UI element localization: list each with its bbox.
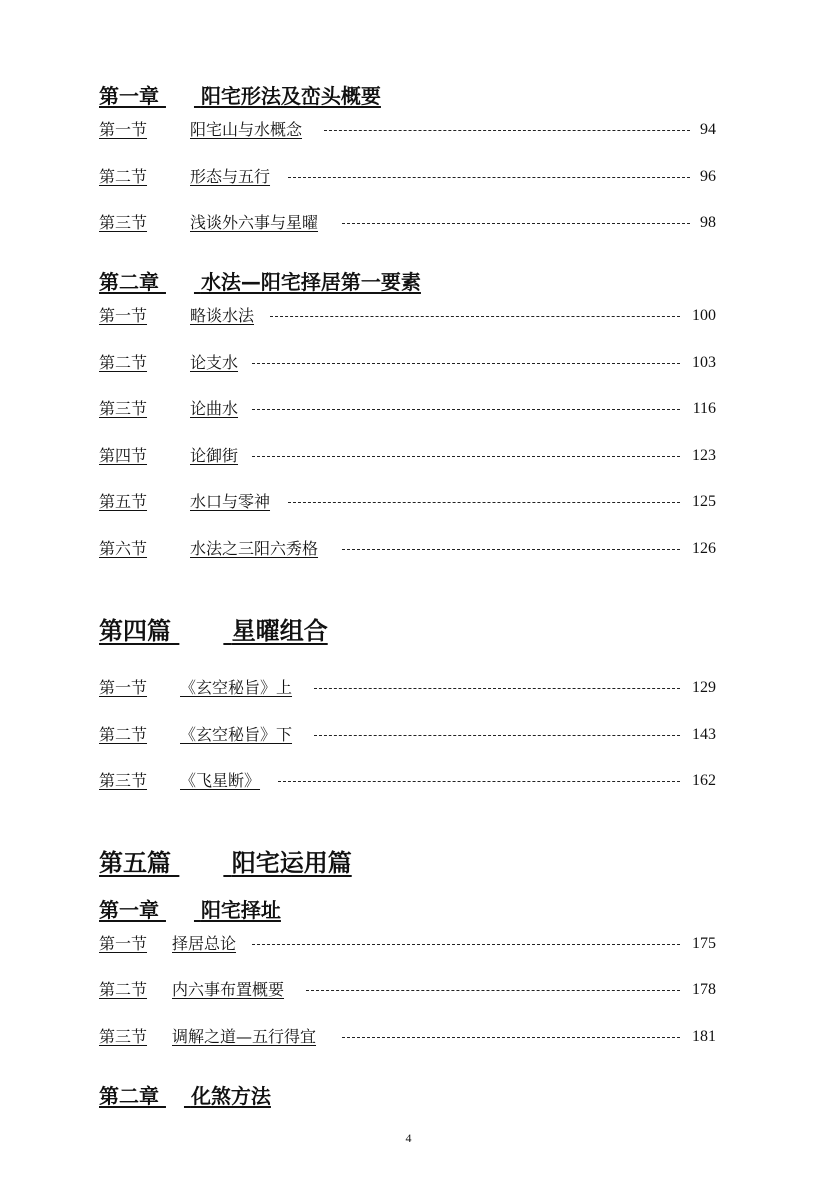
- page-number: 103: [692, 354, 716, 371]
- dot-leader: [324, 130, 690, 131]
- section-title[interactable]: 论御街: [190, 446, 239, 465]
- section-number[interactable]: 第二节: [99, 167, 148, 186]
- dot-leader: [278, 781, 680, 782]
- chapter-heading: [99, 1084, 271, 1108]
- section-number[interactable]: 第一节: [99, 934, 148, 953]
- toc-entry[interactable]: [0, 492, 827, 514]
- dot-leader: [270, 316, 680, 317]
- section-title[interactable]: 水法之三阳六秀格: [190, 539, 319, 558]
- section-title[interactable]: 《玄空秘旨》上: [180, 678, 293, 697]
- page-number: 175: [692, 935, 716, 952]
- section-title[interactable]: 论支水: [190, 353, 239, 372]
- toc-entry[interactable]: [0, 1027, 827, 1049]
- toc-entry[interactable]: [0, 213, 827, 235]
- section-title[interactable]: 内六事布置概要: [172, 980, 285, 999]
- page-number: 162: [692, 772, 716, 789]
- section-number[interactable]: 第五节: [99, 492, 148, 511]
- section-title[interactable]: 形态与五行: [190, 167, 271, 186]
- toc-entry[interactable]: [0, 725, 827, 747]
- chapter-title: 阳宅形法及峦头概要: [200, 84, 381, 108]
- page-number: 126: [692, 540, 716, 557]
- page-number: 129: [692, 679, 716, 696]
- toc-entry[interactable]: [0, 167, 827, 189]
- toc-entry[interactable]: [0, 306, 827, 328]
- section-number[interactable]: 第三节: [99, 399, 148, 418]
- dot-leader: [288, 502, 680, 503]
- section-number[interactable]: 第六节: [99, 539, 148, 558]
- part-heading: [99, 848, 352, 878]
- dot-leader: [342, 223, 690, 224]
- dot-leader: [252, 363, 680, 364]
- toc-entry[interactable]: [0, 980, 827, 1002]
- section-number[interactable]: 第二节: [99, 980, 148, 999]
- dot-leader: [314, 735, 680, 736]
- page-number: 123: [692, 447, 716, 464]
- page-number: 96: [700, 168, 716, 185]
- section-title[interactable]: 《飞星断》: [180, 771, 261, 790]
- toc-entry[interactable]: [0, 771, 827, 793]
- section-title[interactable]: 调解之道—五行得宜: [172, 1027, 317, 1046]
- section-number[interactable]: 第三节: [99, 1027, 148, 1046]
- toc-entry[interactable]: [0, 399, 827, 421]
- dot-leader: [288, 177, 690, 178]
- section-title[interactable]: 《玄空秘旨》下: [180, 725, 293, 744]
- section-title[interactable]: 论曲水: [190, 399, 239, 418]
- chapter-title: 阳宅择址: [200, 898, 281, 922]
- part-heading: [99, 616, 328, 646]
- chapter-label: 第二章: [99, 1084, 159, 1108]
- section-title[interactable]: 浅谈外六事与星曜: [190, 213, 319, 232]
- section-title[interactable]: 阳宅山与水概念: [190, 120, 303, 139]
- chapter-heading: [99, 84, 381, 108]
- dot-leader: [252, 944, 680, 945]
- section-number[interactable]: 第一节: [99, 120, 148, 139]
- toc-entry[interactable]: [0, 934, 827, 956]
- toc-entry[interactable]: [0, 539, 827, 561]
- toc-entry[interactable]: [0, 353, 827, 375]
- chapter-label: 第二章: [99, 270, 159, 294]
- page-number: 94: [700, 121, 716, 138]
- dot-leader: [252, 456, 680, 457]
- footer-page-number: 4: [405, 1131, 412, 1145]
- section-number[interactable]: 第三节: [99, 213, 148, 232]
- dot-leader: [342, 549, 680, 550]
- part-title: 阳宅运用篇: [231, 849, 352, 877]
- dot-leader: [252, 409, 680, 410]
- chapter-heading: [99, 898, 281, 922]
- toc-entry[interactable]: [0, 678, 827, 700]
- page-number: 116: [692, 400, 716, 417]
- part-label: 第四篇: [99, 617, 171, 645]
- page-number: 181: [692, 1028, 716, 1045]
- section-title[interactable]: 择居总论: [172, 934, 237, 953]
- toc-entry[interactable]: [0, 446, 827, 468]
- section-title[interactable]: 水口与零神: [190, 492, 271, 511]
- chapter-label: 第一章: [99, 898, 159, 922]
- section-number[interactable]: 第二节: [99, 725, 148, 744]
- page-number: 98: [700, 214, 716, 231]
- section-number[interactable]: 第三节: [99, 771, 148, 790]
- chapter-title: 水法—阳宅择居第一要素: [200, 270, 421, 294]
- part-title: 星曜组合: [231, 617, 328, 645]
- dot-leader: [314, 688, 680, 689]
- dot-leader: [306, 990, 680, 991]
- part-label: 第五篇: [99, 849, 171, 877]
- page-number: 100: [692, 307, 716, 324]
- section-number[interactable]: 第一节: [99, 678, 148, 697]
- page-number: 143: [692, 726, 716, 743]
- page-number: 125: [692, 493, 716, 510]
- chapter-label: 第一章: [99, 84, 159, 108]
- section-number[interactable]: 第一节: [99, 306, 148, 325]
- page-number: 178: [692, 981, 716, 998]
- section-title[interactable]: 略谈水法: [190, 306, 255, 325]
- chapter-heading: [99, 270, 421, 294]
- section-number[interactable]: 第二节: [99, 353, 148, 372]
- dot-leader: [342, 1037, 680, 1038]
- toc-entry[interactable]: [0, 120, 827, 142]
- chapter-title: 化煞方法: [190, 1084, 271, 1108]
- section-number[interactable]: 第四节: [99, 446, 148, 465]
